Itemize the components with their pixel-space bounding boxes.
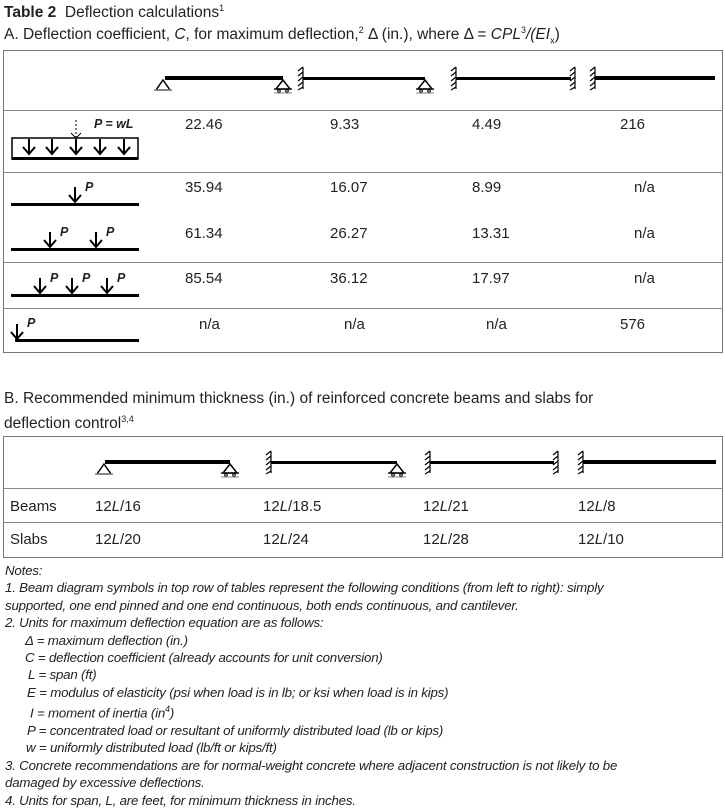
coefficient-cell: 13.31 bbox=[472, 225, 510, 242]
coefficient-cell: 61.34 bbox=[185, 225, 223, 242]
heading-text: C bbox=[174, 26, 186, 44]
heading-text: A. Deflection coefficient, bbox=[4, 26, 175, 44]
thickness-cell bbox=[578, 531, 624, 548]
definition: E = modulus of elasticity (psi when load is in lb; or ksi when load is in kips) bbox=[27, 684, 449, 700]
thickness-part: L bbox=[111, 531, 121, 548]
heading-text: B. Recommended minimum thickness (in.) of reinforced concrete beams and slabs for bbox=[4, 390, 594, 407]
divider bbox=[3, 488, 723, 489]
coefficient-cell: n/a bbox=[344, 316, 365, 333]
thickness-part: 12 bbox=[263, 498, 280, 515]
thickness-part: /8 bbox=[603, 498, 616, 515]
coefficient-cell: 4.49 bbox=[472, 116, 502, 133]
thickness-part: L bbox=[279, 531, 289, 548]
thickness-part: /21 bbox=[448, 498, 469, 515]
definition: w = uniformly distributed load (lb/ft or kips/ft) bbox=[26, 740, 277, 756]
thickness-part: /24 bbox=[288, 531, 309, 548]
coefficient-cell: 9.33 bbox=[330, 116, 360, 133]
coefficient-cell: n/a bbox=[634, 179, 655, 196]
thickness-cell bbox=[423, 531, 469, 548]
formula: x bbox=[550, 35, 555, 46]
coefficient-cell: n/a bbox=[634, 270, 655, 287]
thickness-part: L bbox=[594, 498, 604, 515]
thickness-part: 12 bbox=[578, 531, 595, 548]
single-point-load-icon bbox=[11, 187, 139, 206]
coefficient-cell: 8.99 bbox=[472, 179, 502, 196]
coefficient-cell: 26.27 bbox=[330, 225, 368, 242]
both-continuous-beam-icon bbox=[451, 67, 575, 90]
thickness-part: /20 bbox=[120, 531, 141, 548]
formula: 3 bbox=[520, 25, 526, 35]
thickness-part: /18.5 bbox=[288, 498, 322, 515]
thickness-cell bbox=[263, 531, 309, 548]
notes bbox=[5, 562, 617, 809]
thickness-part: L bbox=[279, 498, 289, 515]
coefficient-cell: 85.54 bbox=[185, 270, 223, 287]
coefficient-cell: 22.46 bbox=[185, 116, 223, 133]
coefficient-cell: 36.12 bbox=[330, 270, 368, 287]
note: 2. Units for maximum deflection equation are as follows: bbox=[5, 615, 324, 631]
thickness-part: /16 bbox=[120, 498, 141, 515]
coefficient-cell: 17.97 bbox=[472, 270, 510, 287]
formula: /(EI bbox=[525, 26, 551, 44]
load-label: P bbox=[106, 225, 115, 239]
superscript: 4 bbox=[165, 704, 170, 715]
coefficient-cell: 35.94 bbox=[185, 179, 223, 196]
pinned-continuous-beam-icon bbox=[298, 67, 434, 93]
thickness-cell bbox=[263, 498, 321, 515]
load-label: P bbox=[85, 180, 94, 194]
thickness-cell bbox=[578, 498, 616, 515]
definition: P = concentrated load or resultant of uniformly distributed load (lb or kips) bbox=[27, 723, 444, 739]
note: 4. Units for span, L, are feet, for minimum thickness in inches. bbox=[5, 792, 356, 808]
thickness-part: /28 bbox=[448, 531, 469, 548]
note: damaged by excessive deflections. bbox=[5, 775, 205, 791]
thickness-part: 12 bbox=[95, 498, 112, 515]
heading-text: Δ (in.), where Δ = bbox=[363, 26, 491, 44]
heading-text: deflection control bbox=[4, 415, 122, 433]
part-b-heading bbox=[4, 388, 593, 434]
table-number: Table 2 bbox=[4, 4, 57, 22]
cantilever-beam-icon bbox=[590, 67, 715, 90]
coefficient-cell: n/a bbox=[634, 225, 655, 242]
definition bbox=[5, 701, 617, 722]
load-label: P bbox=[82, 271, 91, 285]
load-label: P bbox=[60, 225, 69, 239]
definition: C = deflection coefficient (already accounts for unit conversion) bbox=[25, 650, 383, 666]
coefficient-cell: 16.07 bbox=[330, 179, 368, 196]
coefficient-cell: 576 bbox=[620, 316, 646, 333]
thickness-part: L bbox=[594, 531, 604, 548]
thickness-part: L bbox=[439, 531, 449, 548]
thickness-part: 12 bbox=[95, 531, 112, 548]
thickness-part: L bbox=[439, 498, 449, 515]
thickness-part: 12 bbox=[423, 498, 440, 515]
thickness-part: /10 bbox=[603, 531, 624, 548]
coefficient-cell: n/a bbox=[486, 316, 507, 333]
definition: L = span (ft) bbox=[28, 667, 97, 683]
note: 3. Concrete recommendations are for normal-weight concrete where adjacent construction is not likely to be bbox=[5, 757, 618, 773]
thickness-part: 12 bbox=[263, 531, 280, 548]
divider bbox=[3, 522, 723, 523]
thickness-part: 12 bbox=[578, 498, 595, 515]
note: 1. Beam diagram symbols in top row of tables represent the following conditions (from left to right): simply bbox=[5, 580, 604, 596]
formula: CPL bbox=[490, 26, 521, 44]
footnote-ref: 1 bbox=[219, 3, 225, 13]
row-label: Beams bbox=[10, 498, 57, 515]
thickness-part: L bbox=[111, 498, 121, 515]
footnote-ref: 3,4 bbox=[121, 414, 134, 424]
definition-text: I = moment of inertia (in bbox=[30, 705, 166, 721]
note: supported, one end pinned and one end continuous, both ends continuous, and cantilever. bbox=[5, 597, 519, 613]
simply-supported-beam-icon bbox=[154, 76, 292, 93]
heading-text: , for maximum deflection, bbox=[185, 26, 359, 44]
footnote-ref: 2 bbox=[358, 25, 364, 35]
two-point-load-icon bbox=[11, 232, 139, 251]
load-label: P bbox=[50, 271, 59, 285]
coefficient-cell: 216 bbox=[620, 116, 646, 133]
thickness-cell bbox=[95, 531, 141, 548]
formula: ) bbox=[554, 26, 560, 44]
load-label: P = wL bbox=[94, 117, 134, 131]
thickness-cell bbox=[95, 498, 141, 515]
row-label: Slabs bbox=[10, 531, 48, 548]
definition: Δ = maximum deflection (in.) bbox=[25, 632, 188, 648]
notes-heading: Notes: bbox=[5, 563, 43, 578]
load-label: P bbox=[117, 271, 126, 285]
thickness-part: 12 bbox=[423, 531, 440, 548]
definition-text: ) bbox=[169, 705, 175, 721]
coefficient-cell: n/a bbox=[199, 316, 220, 333]
thickness-cell bbox=[423, 498, 469, 515]
load-label: P bbox=[27, 316, 36, 330]
table-title-text: Deflection calculations bbox=[64, 4, 220, 22]
